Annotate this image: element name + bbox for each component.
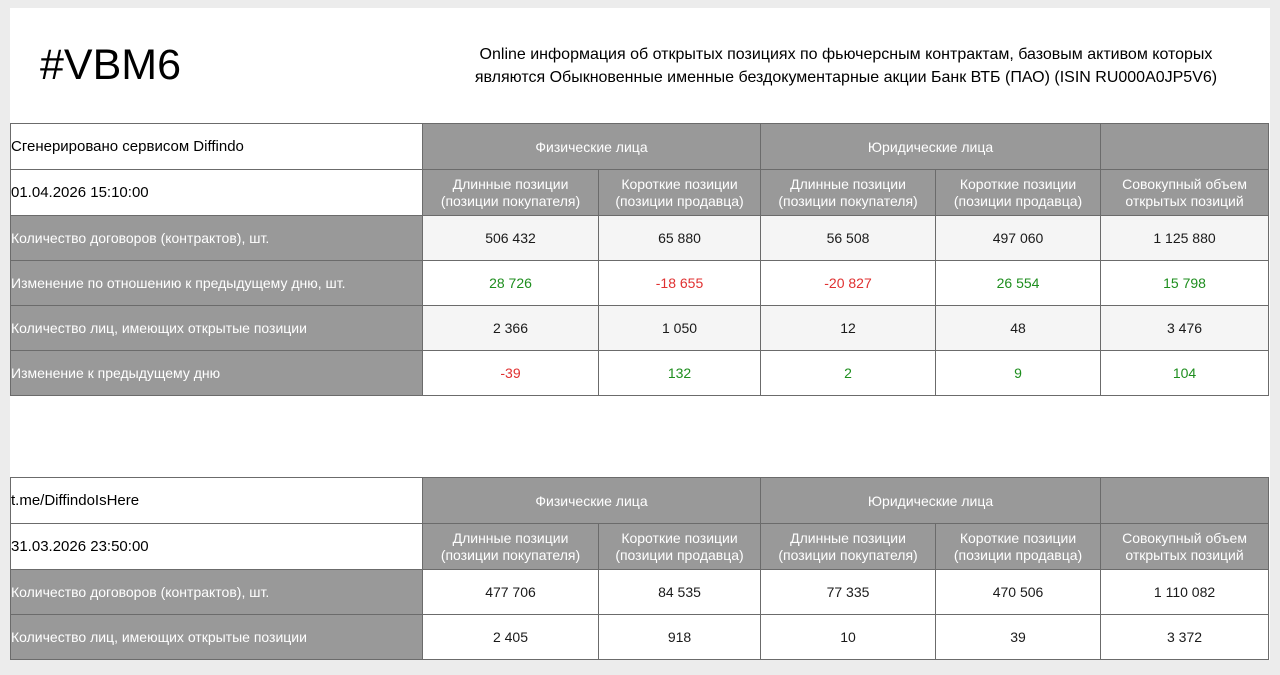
column-header-short-legal: Короткие позиции (позиции продавца) [936,524,1101,570]
source-label: Сгенерировано сервисом Diffindo [11,124,423,170]
value-cell: 26 554 [936,261,1101,306]
value-cell: 2 405 [423,615,599,660]
value-cell: 1 125 880 [1101,216,1269,261]
row-label: Количество договоров (контрактов), шт. [11,216,423,261]
table-row [11,261,1269,306]
table-row [11,570,1269,615]
column-header-short-individuals: Короткие позиции (позиции продавца) [599,170,761,216]
column-header-total: Совокупный объем открытых позиций [1101,524,1269,570]
table-row [11,216,1269,261]
value-cell: -39 [423,351,599,396]
group-header-legal-entities: Юридические лица [761,478,1101,524]
value-cell: -18 655 [599,261,761,306]
table-row [11,351,1269,396]
page-header [10,8,1270,123]
value-cell: 65 880 [599,216,761,261]
report-card [10,8,1270,660]
row-label: Количество лиц, имеющих открытые позиции [11,615,423,660]
report-description-wrap [422,43,1270,89]
value-cell: 9 [936,351,1101,396]
row-label: Количество лиц, имеющих открытые позиции [11,306,423,351]
open-positions-table-previous [10,477,1269,660]
column-header-long-individuals: Длинные позиции (позиции покупателя) [423,170,599,216]
value-cell: 39 [936,615,1101,660]
value-cell: 506 432 [423,216,599,261]
tables-gap [10,396,1270,477]
row-label: Изменение по отношению к предыдущему дню, шт. [11,261,423,306]
group-header-individuals: Физические лица [423,124,761,170]
value-cell: 1 110 082 [1101,570,1269,615]
value-cell: 2 366 [423,306,599,351]
value-cell: 470 506 [936,570,1101,615]
value-cell: 15 798 [1101,261,1269,306]
value-cell: 2 [761,351,936,396]
value-cell: 104 [1101,351,1269,396]
group-header-individuals: Физические лица [423,478,761,524]
value-cell: 10 [761,615,936,660]
value-cell: 1 050 [599,306,761,351]
group-header-legal-entities: Юридические лица [761,124,1101,170]
value-cell: 3 372 [1101,615,1269,660]
value-cell: 497 060 [936,216,1101,261]
column-header-short-individuals: Короткие позиции (позиции продавца) [599,524,761,570]
table-row [11,306,1269,351]
table-row [11,615,1269,660]
value-cell: 132 [599,351,761,396]
report-timestamp: 31.03.2026 23:50:00 [11,524,423,570]
column-header-long-legal: Длинные позиции (позиции покупателя) [761,170,936,216]
column-header-short-legal: Короткие позиции (позиции продавца) [936,170,1101,216]
value-cell: 918 [599,615,761,660]
group-header-total-spacer [1101,124,1269,170]
group-header-total-spacer [1101,478,1269,524]
open-positions-table-current [10,123,1269,396]
column-header-long-individuals: Длинные позиции (позиции покупателя) [423,524,599,570]
value-cell: 3 476 [1101,306,1269,351]
row-label: Количество договоров (контрактов), шт. [11,570,423,615]
ticker-title: #VBM6 [40,41,182,89]
value-cell: 48 [936,306,1101,351]
report-description: Online информация об открытых позициях по фьючерсным контрактам, базовым активом которых являются Обыкновенные именные бездокументарные акции Банк ВТБ (ПАО) (ISIN RU000A0JP5V6) [474,45,1218,86]
value-cell: 56 508 [761,216,936,261]
value-cell: -20 827 [761,261,936,306]
value-cell: 77 335 [761,570,936,615]
value-cell: 84 535 [599,570,761,615]
column-header-long-legal: Длинные позиции (позиции покупателя) [761,524,936,570]
column-header-total: Совокупный объем открытых позиций [1101,170,1269,216]
value-cell: 477 706 [423,570,599,615]
value-cell: 28 726 [423,261,599,306]
report-timestamp: 01.04.2026 15:10:00 [11,170,423,216]
source-label: t.me/DiffindoIsHere [11,478,423,524]
row-label: Изменение к предыдущему дню [11,351,423,396]
value-cell: 12 [761,306,936,351]
